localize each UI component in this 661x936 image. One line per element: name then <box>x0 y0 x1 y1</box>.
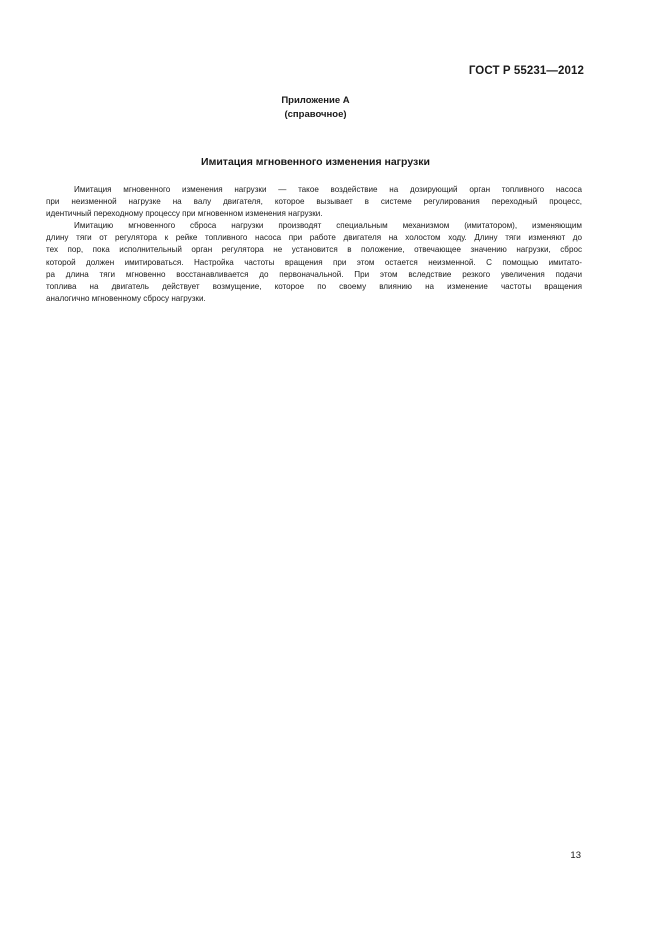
paragraph <box>46 220 582 305</box>
text-line: Имитацию мгновенного сброса нагрузки производят специальным механизмом (имитатором), изменяющим <box>74 221 582 231</box>
paragraph <box>46 184 582 220</box>
text-line: Имитация мгновенного изменения нагрузки — такое воздействие на дозирующий орган топливного насоса <box>74 185 582 194</box>
text-line: ра длина тяги мгновенно восстанавливается до первоначальной. При этом вследствие резкого увеличения подачи <box>46 269 582 279</box>
text-line: аналогично мгновенному сбросу нагрузки. <box>46 293 206 303</box>
text-line: при неизменной нагрузке на валу двигателя, которое вызывает в системе регулирования переходный процесс, <box>46 197 582 207</box>
page-number: 13 <box>570 850 581 861</box>
text-line: длину тяги от регулятора к рейке топливного насоса при работе двигателя на холостом ходу. Длину тяги изменяют до <box>46 233 582 243</box>
appendix-title: Приложение А <box>281 95 350 106</box>
appendix-heading <box>0 94 631 122</box>
body-text <box>46 184 582 305</box>
document-code: ГОСТ Р 55231—2012 <box>468 65 584 77</box>
text-line: которой должен имитироваться. Настройка частоты вращения при этом остается неизменной. С помощью имитато- <box>46 257 582 267</box>
appendix-subtitle: (справочное) <box>284 109 347 120</box>
text-line: топлива на двигатель действует возмущение, которое по своему влиянию на изменение частоты вращения <box>46 281 582 291</box>
section-title: Имитация мгновенного изменения нагрузки <box>201 156 430 168</box>
text-line: идентичный переходному процессу при мгновенном изменения нагрузки. <box>46 209 323 219</box>
text-line: тех пор, пока исполнительный орган регулятора не установится в положение, отвечающее значению нагрузки, сброс <box>46 245 582 255</box>
